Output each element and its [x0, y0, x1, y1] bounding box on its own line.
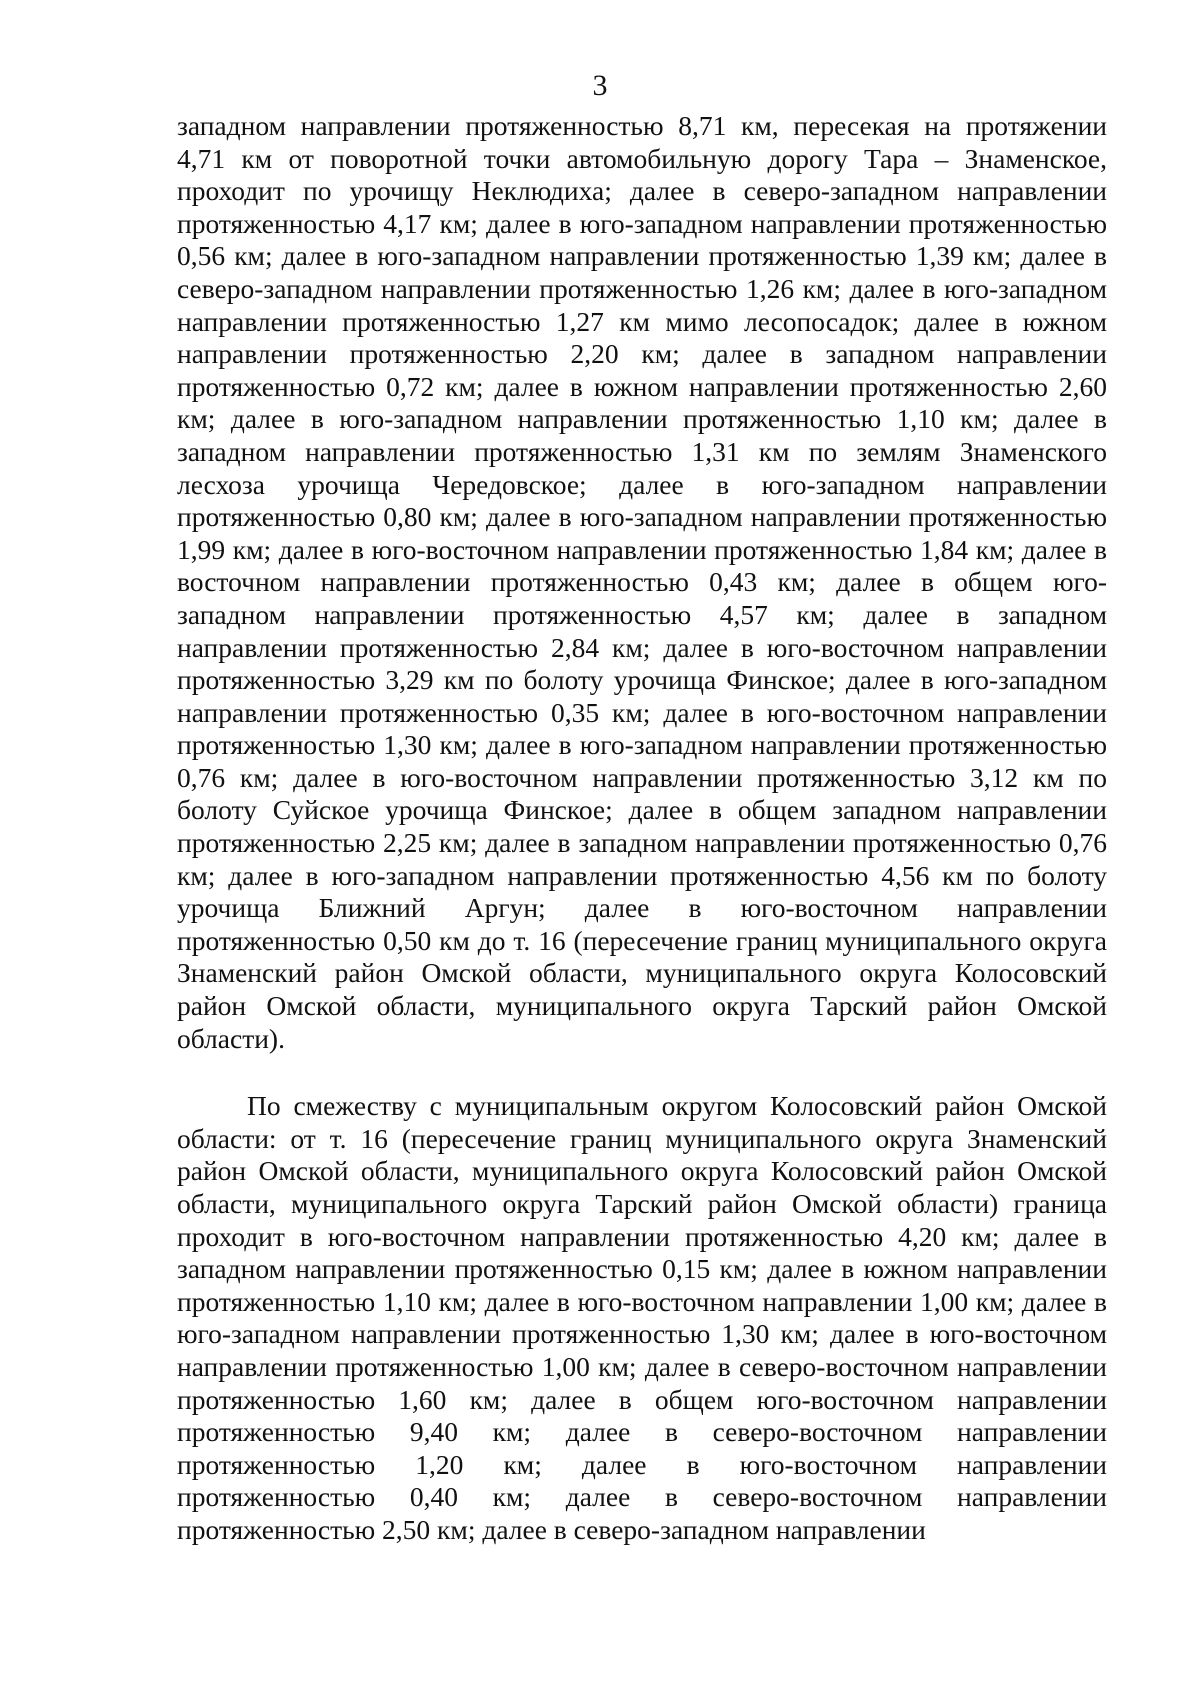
page-number: 3: [592, 69, 608, 102]
paragraph-kolosovsky-border: По смежеству с муниципальным округом Колосовский район Омской области: от т. 16 (пересечение границ муниципального округа Знаменский район Омской области, муниципального округа Колосовский район Омской области, муниципального округа Тарский район Омской области) граница проходит в юго-восточном направлении протяженностью 4,20 км; далее в западном направлении протяженностью 0,15 км; далее в южном направлении протяженностью 1,10 км; далее в юго-восточном направлении 1,00 км; далее в юго-западном направлении протяженностью 1,30 км; далее в юго-восточном направлении протяженностью 1,00 км; далее в северо-восточном направлении протяженностью 1,60 км; далее в общем юго-восточном направлении протяженностью 9,40 км; далее в северо-восточном направлении протяженностью 1,20 км; далее в юго-восточном направлении протяженностью 0,40 км; далее в северо-восточном направлении протяженностью 2,50 км; далее в северо-западном направлении: [177, 1090, 1107, 1545]
document-body: [177, 110, 1107, 1547]
paragraph-boundary-continuation: западном направлении протяженностью 8,71 км, пересекая на протяжении 4,71 км от поворотной точки автомобильную дорогу Тара – Знаменское, проходит по урочищу Неклюдиха; далее в северо-западном направлении протяженностью 4,17 км; далее в юго-западном направлении протяженностью 0,56 км; далее в юго-западном направлении протяженностью 1,39 км; далее в северо-западном направлении протяженностью 1,26 км; далее в юго-западном направлении протяженностью 1,27 км мимо лесопосадок; далее в южном направлении протяженностью 2,20 км; далее в западном направлении протяженностью 0,72 км; далее в южном направлении протяженностью 2,60 км; далее в юго-западном направлении протяженностью 1,10 км; далее в западном направлении протяженностью 1,31 км по землям Знаменского лесхоза урочища Чередовское; далее в юго-западном направлении протяженностью 0,80 км; далее в юго-западном направлении протяженностью 1,99 км; далее в юго-восточном направлении протяженностью 1,84 км; далее в восточном направлении протяженностью 0,43 км; далее в общем юго-западном направлении протяженностью 4,57 км; далее в западном направлении протяженностью 2,84 км; далее в юго-восточном направлении протяженностью 3,29 км по болоту урочища Финское; далее в юго-западном направлении протяженностью 0,35 км; далее в юго-восточном направлении протяженностью 1,30 км; далее в юго-западном направлении протяженностью 0,76 км; далее в юго-восточном направлении протяженностью 3,12 км по болоту Суйское урочища Финское; далее в общем западном направлении протяженностью 2,25 км; далее в западном направлении протяженностью 0,76 км; далее в юго-западном направлении протяженностью 4,56 км по болоту урочища Ближний Аргун; далее в юго-восточном направлении протяженностью 0,50 км до т. 16 (пересечение границ муниципального округа Знаменский район Омской области, муниципального округа Колосовский район Омской области, муниципального округа Тарский район Омской области).: [177, 110, 1107, 1054]
